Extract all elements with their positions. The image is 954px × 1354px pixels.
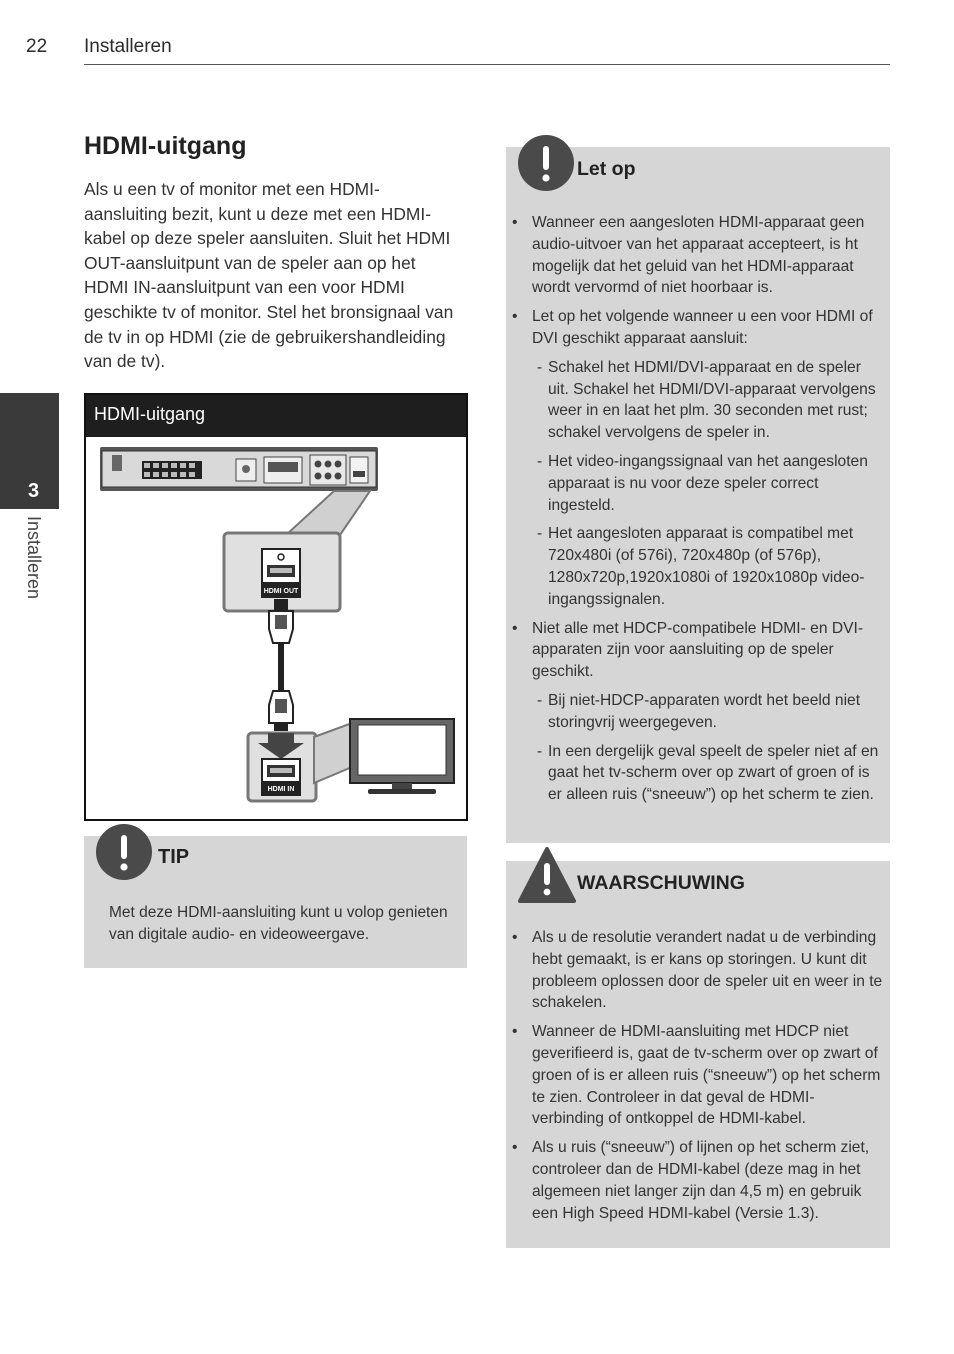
hdmi-cable-icon <box>269 599 293 731</box>
note-title: Let op <box>577 158 636 180</box>
list-item: • Wanneer de HDMI-aansluiting met HDCP niet geverifieerd is, gaat de tv-scherm over op zwart of groen of is er alleen ruis (“sneeuw”) op het scherm te zien. Controleer in dat geval de HDMI-verbinding of ontkoppel de HDMI-kabel. <box>506 1021 890 1130</box>
exclamation-icon <box>96 824 152 880</box>
chapter-tab <box>0 393 59 509</box>
sub-item: - In een dergelijk geval speelt de speler niet af en gaat het tv-scherm over op zwart of groen of is er alleen ruis (“sneeuw”) op het scherm te zien. <box>537 742 879 804</box>
chapter-label-text: Installeren <box>24 516 44 600</box>
note-list <box>506 212 890 813</box>
chapter-label <box>22 516 52 616</box>
sub-item: - Bij niet-HDCP-apparaten wordt het beeld niet storingvrij weergegeven. <box>537 691 861 731</box>
warning-box <box>506 861 890 1248</box>
tv-icon <box>350 719 454 794</box>
hdmi-out-label: HDMI OUT <box>263 588 299 595</box>
sub-item: - Het video-ingangssignaal van het aangesloten apparaat is nu voor deze speler correct ingesteld. <box>537 452 868 514</box>
tip-box <box>84 836 467 968</box>
section-title: HDMI-uitgang <box>84 132 247 160</box>
list-item: • Niet alle met HDCP-compatibele HDMI- en DVI-apparaten zijn voor aansluiting op de speler geschikt. - Bij niet-HDCP-apparaten wordt het beeld niet storingvrij weergegeven. - In een dergelijk geval speelt de speler niet af en gaat het tv-scherm over op zwart of groen of is er alleen ruis (“sneeuw”) op het scherm te zien. <box>506 618 890 806</box>
page-number: 22 <box>26 36 48 57</box>
intro-paragraph: Als u een tv of monitor met een HDMI-aansluiting bezit, kunt u deze met een HDMI-kabel op deze speler aansluiten. Sluit het HDMI OUT-aansluitpunt van de speler aan op het HDMI IN-aansluitpunt van een voor HDMI geschikte tv of monitor. Stel het bronsignaal van de tv in op HDMI (zie de gebruikershandleiding van de tv). <box>84 179 454 372</box>
list-item: • Wanneer een aangesloten HDMI-apparaat geen audio-uitvoer van het apparaat accepteert, is ht mogelijk dat het geluid van het HDMI-apparaat wordt vervormd of niet hoorbaar is. <box>506 212 890 299</box>
hdmi-in-label: HDMI IN <box>267 786 295 793</box>
hdmi-connection-diagram <box>86 437 466 819</box>
exclamation-icon <box>518 135 574 191</box>
header-divider <box>84 64 890 65</box>
list-item: • Als u de resolutie verandert nadat u de verbinding hebt gemaakt, is er kans op storingen. U kunt dit probleem oplossen door de speler uit en weer in te schakelen. <box>506 927 890 1014</box>
list-item: • Let op het volgende wanneer u een voor HDMI of DVI geschikt apparaat aansluit: - Schakel het HDMI/DVI-apparaat en de speler uit. Schakel het HDMI/DVI-apparaat vervolgens weer in en laat het plm. 30 seconden met rust; schakel vervolgens de speler in. - Het video-ingangssignaal van het aangesloten apparaat is nu voor deze speler correct ingesteld. - Het aangesloten apparaat is compatibel met 720x480i (of 576i), 720x480p (of 576p), 1280x720p,1920x1080i of 1920x1080p video-ingangssignalen. <box>506 306 890 610</box>
connection-figure <box>84 393 468 821</box>
chapter-number: 3 <box>28 480 40 502</box>
hdmi-in-port-icon <box>248 723 352 801</box>
sub-item: - Het aangesloten apparaat is compatibel met 720x480i (of 576i), 720x480p (of 576p), 1280x720p,1920x1080i of 1920x1080p video-ingangssignalen. <box>537 525 865 608</box>
note-box <box>506 147 890 843</box>
warning-list <box>506 927 890 1231</box>
player-rear-panel-icon <box>100 447 378 491</box>
sub-item: - Schakel het HDMI/DVI-apparaat en de speler uit. Schakel het HDMI/DVI-apparaat vervolgens weer in en laat het plm. 30 seconden met rust; schakel vervolgens de speler in. <box>537 358 876 442</box>
warning-title: WAARSCHUWING <box>577 872 745 894</box>
warning-triangle-icon <box>518 847 576 903</box>
tip-title: TIP <box>158 846 190 868</box>
running-header: Installeren <box>84 36 172 57</box>
tip-body: Met deze HDMI-aansluiting kunt u volop genieten van digitale audio- en videoweergave. <box>109 904 448 943</box>
figure-title: HDMI-uitgang <box>86 395 466 437</box>
list-item: • Als u ruis (“sneeuw”) of lijnen op het scherm ziet, controleer dan de HDMI-kabel (deze mag in het algemeen niet langer zijn dan 4,5 m) en gebruik een High Speed HDMI-kabel (Versie 1.3). <box>506 1137 890 1224</box>
